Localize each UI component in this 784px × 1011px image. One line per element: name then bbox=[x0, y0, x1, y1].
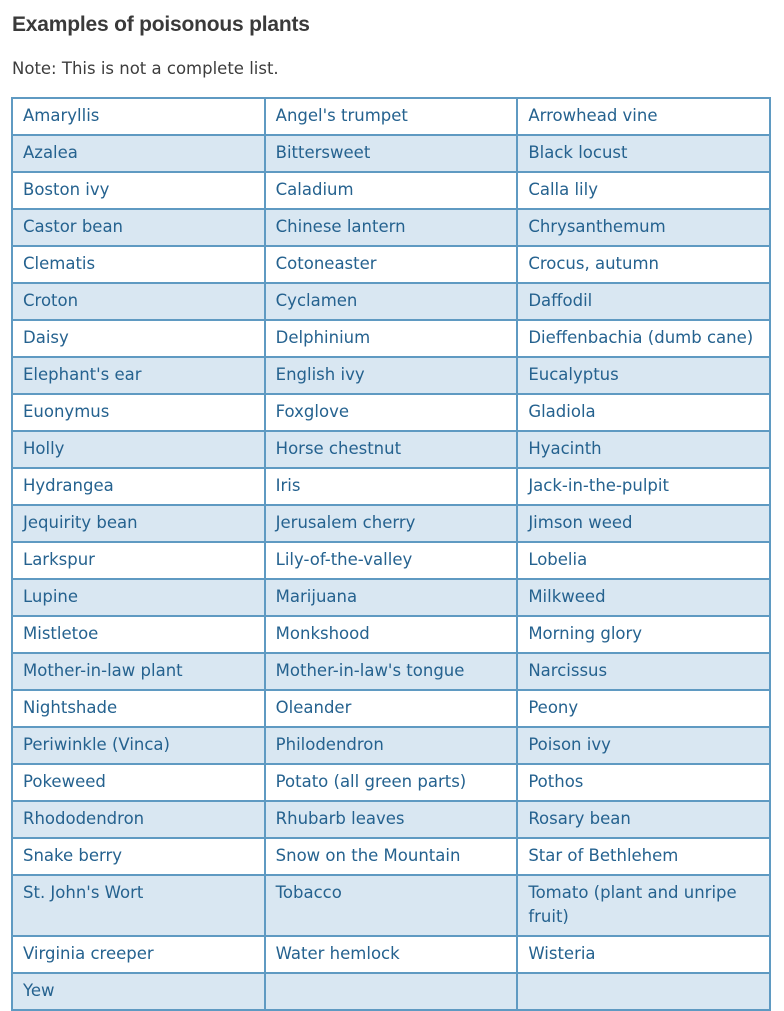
plant-name-cell: Angel's trumpet bbox=[265, 98, 518, 135]
plant-name-cell: Caladium bbox=[265, 172, 518, 209]
table-row bbox=[12, 172, 770, 209]
plant-name-cell: Rhododendron bbox=[12, 801, 265, 838]
plant-name-cell: Periwinkle (Vinca) bbox=[12, 727, 265, 764]
table-row bbox=[12, 135, 770, 172]
note-text: Note: This is not a complete list. bbox=[12, 59, 279, 78]
plant-name-cell: Virginia creeper bbox=[12, 936, 265, 973]
plant-name-cell: Clematis bbox=[12, 246, 265, 283]
section-heading: Examples of poisonous plants bbox=[12, 13, 310, 36]
table-row bbox=[12, 283, 770, 320]
plant-name-cell: Hydrangea bbox=[12, 468, 265, 505]
table-row bbox=[12, 936, 770, 973]
table-row bbox=[12, 394, 770, 431]
table-row bbox=[12, 764, 770, 801]
plant-name-cell: Oleander bbox=[265, 690, 518, 727]
table-row bbox=[12, 838, 770, 875]
poisonous-plants-table bbox=[11, 97, 771, 1011]
plant-name-cell: Lobelia bbox=[517, 542, 770, 579]
plant-name-cell: Chrysanthemum bbox=[517, 209, 770, 246]
plant-name-cell: Philodendron bbox=[265, 727, 518, 764]
table-row bbox=[12, 357, 770, 394]
table-row bbox=[12, 690, 770, 727]
plant-name-cell: Narcissus bbox=[517, 653, 770, 690]
table-row bbox=[12, 468, 770, 505]
plant-name-cell: Dieffenbachia (dumb cane) bbox=[517, 320, 770, 357]
plant-name-cell: Wisteria bbox=[517, 936, 770, 973]
plant-name-cell: Mistletoe bbox=[12, 616, 265, 653]
plant-name-cell: Castor bean bbox=[12, 209, 265, 246]
plant-name-cell: Daffodil bbox=[517, 283, 770, 320]
plant-name-cell: English ivy bbox=[265, 357, 518, 394]
plant-name-cell: Rosary bean bbox=[517, 801, 770, 838]
plant-name-cell: Monkshood bbox=[265, 616, 518, 653]
plant-name-cell: Iris bbox=[265, 468, 518, 505]
plant-name-cell: Arrowhead vine bbox=[517, 98, 770, 135]
plant-name-cell: Bittersweet bbox=[265, 135, 518, 172]
empty-cell bbox=[517, 973, 770, 1010]
plant-name-cell: Water hemlock bbox=[265, 936, 518, 973]
plant-name-cell: Star of Bethlehem bbox=[517, 838, 770, 875]
plant-name-cell: Snow on the Mountain bbox=[265, 838, 518, 875]
table-row bbox=[12, 431, 770, 468]
table-row bbox=[12, 542, 770, 579]
plant-name-cell: Poison ivy bbox=[517, 727, 770, 764]
table-row bbox=[12, 579, 770, 616]
plant-name-cell: Tomato (plant and unripe fruit) bbox=[517, 875, 770, 936]
plant-name-cell: Larkspur bbox=[12, 542, 265, 579]
plant-name-cell: Eucalyptus bbox=[517, 357, 770, 394]
plant-name-cell: Cotoneaster bbox=[265, 246, 518, 283]
plant-name-cell: Jack-in-the-pulpit bbox=[517, 468, 770, 505]
plant-name-cell: Milkweed bbox=[517, 579, 770, 616]
plant-name-cell: Marijuana bbox=[265, 579, 518, 616]
plant-name-cell: St. John's Wort bbox=[12, 875, 265, 936]
plant-name-cell: Jerusalem cherry bbox=[265, 505, 518, 542]
table-row bbox=[12, 653, 770, 690]
plant-name-cell: Potato (all green parts) bbox=[265, 764, 518, 801]
plant-name-cell: Morning glory bbox=[517, 616, 770, 653]
plant-name-cell: Tobacco bbox=[265, 875, 518, 936]
plant-name-cell: Mother-in-law plant bbox=[12, 653, 265, 690]
plant-name-cell: Elephant's ear bbox=[12, 357, 265, 394]
table-body bbox=[12, 98, 770, 1010]
plant-name-cell: Nightshade bbox=[12, 690, 265, 727]
plant-name-cell: Croton bbox=[12, 283, 265, 320]
table-row bbox=[12, 505, 770, 542]
plant-name-cell: Daisy bbox=[12, 320, 265, 357]
plant-name-cell: Pokeweed bbox=[12, 764, 265, 801]
plant-name-cell: Pothos bbox=[517, 764, 770, 801]
plant-name-cell: Snake berry bbox=[12, 838, 265, 875]
empty-cell bbox=[265, 973, 518, 1010]
table-row bbox=[12, 209, 770, 246]
plant-name-cell: Gladiola bbox=[517, 394, 770, 431]
plant-name-cell: Calla lily bbox=[517, 172, 770, 209]
table-row bbox=[12, 616, 770, 653]
plant-name-cell: Holly bbox=[12, 431, 265, 468]
table-row bbox=[12, 246, 770, 283]
plant-name-cell: Hyacinth bbox=[517, 431, 770, 468]
plant-name-cell: Euonymus bbox=[12, 394, 265, 431]
plant-name-cell: Jequirity bean bbox=[12, 505, 265, 542]
plant-name-cell: Chinese lantern bbox=[265, 209, 518, 246]
table-row bbox=[12, 98, 770, 135]
plant-name-cell: Mother-in-law's tongue bbox=[265, 653, 518, 690]
table-row bbox=[12, 875, 770, 936]
plant-name-cell: Foxglove bbox=[265, 394, 518, 431]
plant-name-cell: Boston ivy bbox=[12, 172, 265, 209]
plant-name-cell: Azalea bbox=[12, 135, 265, 172]
plant-name-cell: Amaryllis bbox=[12, 98, 265, 135]
plant-name-cell: Cyclamen bbox=[265, 283, 518, 320]
table-row bbox=[12, 973, 770, 1010]
table-row bbox=[12, 320, 770, 357]
plant-name-cell: Lupine bbox=[12, 579, 265, 616]
plant-name-cell: Delphinium bbox=[265, 320, 518, 357]
plant-name-cell: Black locust bbox=[517, 135, 770, 172]
plant-name-cell: Crocus, autumn bbox=[517, 246, 770, 283]
table-row bbox=[12, 727, 770, 764]
plant-name-cell: Jimson weed bbox=[517, 505, 770, 542]
plant-name-cell: Yew bbox=[12, 973, 265, 1010]
table-row bbox=[12, 801, 770, 838]
plant-name-cell: Rhubarb leaves bbox=[265, 801, 518, 838]
plant-name-cell: Lily-of-the-valley bbox=[265, 542, 518, 579]
plant-name-cell: Peony bbox=[517, 690, 770, 727]
plant-name-cell: Horse chestnut bbox=[265, 431, 518, 468]
